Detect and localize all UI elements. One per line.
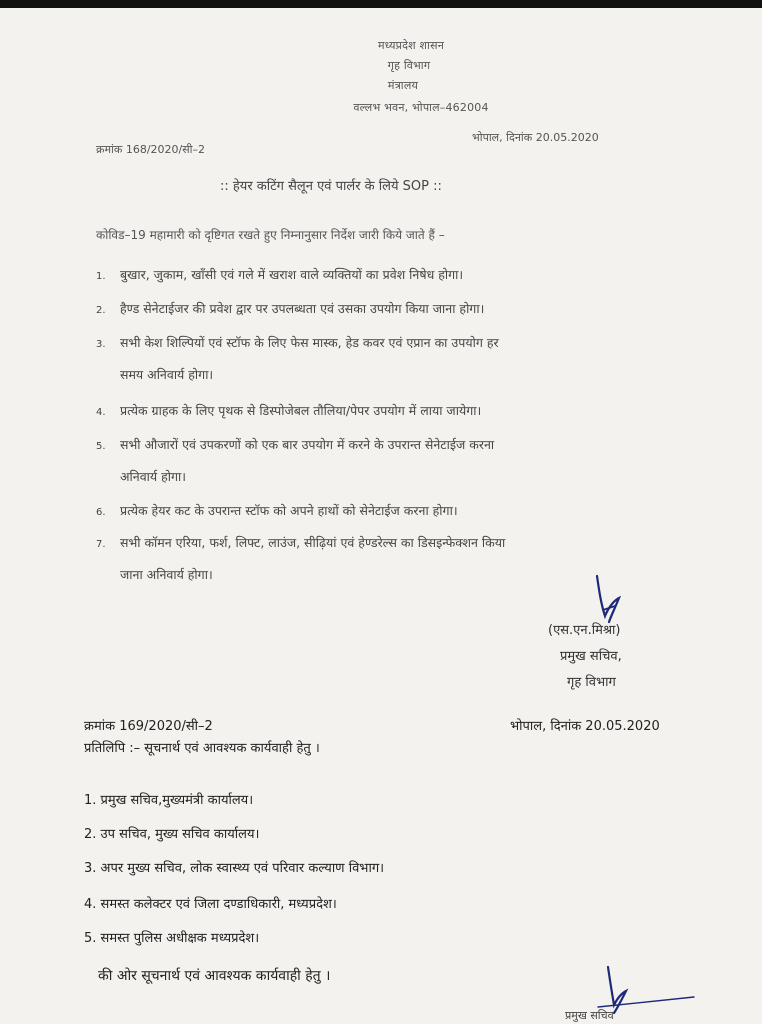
sop-item-continuation: अनिवार्य होगा।	[120, 469, 187, 484]
sop-item-text: प्रत्येक हेयर कट के उपरान्त स्टॉफ को अपने हाथों को सेनेटाईज करना होगा।	[120, 503, 458, 518]
sop-item-continuation: समय अनिवार्य होगा।	[120, 367, 214, 382]
sop-item-continuation: जाना अनिवार्य होगा।	[120, 567, 213, 582]
second-signatory-designation: प्रमुख सचिव	[565, 1009, 614, 1022]
header-government: मध्यप्रदेश शासन	[377, 39, 445, 52]
sop-item	[96, 428, 726, 463]
sop-item	[96, 326, 726, 361]
sop-item-number: 7.	[96, 539, 106, 550]
order-date: भोपाल, दिनांक 20.05.2020	[472, 131, 599, 144]
signatory-name: (एस.एन.मिश्रा)	[548, 623, 621, 638]
sop-item	[96, 258, 726, 293]
copy-reference-number: क्रमांक 169/2020/सी–2	[84, 719, 213, 734]
sop-item-number: 5.	[96, 441, 106, 452]
sop-item-text: हैण्ड सेनेटाईजर की प्रवेश द्वार पर उपलब्धता एवं उसका उपयोग किया जाना होगा।	[120, 301, 485, 316]
header-address: वल्लभ भवन, भोपाल–462004	[353, 101, 489, 114]
header-department: गृह विभाग	[387, 59, 431, 72]
sop-item-number: 2.	[96, 305, 106, 316]
copy-recipient: 2. उप सचिव, मुख्य सचिव कार्यालय।	[84, 827, 260, 842]
sop-item-number: 1.	[96, 271, 106, 282]
sop-item	[96, 494, 726, 529]
sop-item-text: प्रत्येक ग्राहक के लिए पृथक से डिस्पोजेबल तौलिया/पेपर उपयोग में लाया जायेगा।	[120, 403, 482, 418]
copy-recipient: 4. समस्त कलेक्टर एवं जिला दण्डाधिकारी, मध्यप्रदेश।	[84, 897, 337, 912]
sop-item	[96, 526, 726, 561]
copy-recipient: 1. प्रमुख सचिव,मुख्यमंत्री कार्यालय।	[84, 793, 254, 808]
order-reference-number: क्रमांक 168/2020/सी–2	[96, 143, 206, 156]
sop-item-text: सभी कॉमन एरिया, फर्श, लिफ्ट, लाउंज, सीढ़ियां एवं हेण्डरेल्स का डिसइन्फेक्शन किया	[120, 535, 506, 550]
sop-item-number: 4.	[96, 407, 106, 418]
sop-item	[96, 292, 726, 327]
signatory-designation: प्रमुख सचिव,	[560, 649, 622, 664]
sop-item-number: 6.	[96, 507, 106, 518]
order-title: :: हेयर कटिंग सैलून एवं पार्लर के लिये SOP ::	[220, 179, 442, 194]
copy-recipient: 5. समस्त पुलिस अधीक्षक मध्यप्रदेश।	[84, 931, 260, 946]
sop-item-text: बुखार, जुकाम, खाँसी एवं गले में खराश वाले व्यक्तियों का प्रवेश निषेध होगा।	[120, 267, 464, 282]
top-edge-bar	[0, 0, 762, 8]
copy-recipient: 3. अपर मुख्य सचिव, लोक स्वास्थ्य एवं परिवार कल्याण विभाग।	[84, 861, 385, 876]
copy-instruction: प्रतिलिपि :– सूचनार्थ एवं आवश्यक कार्यवाही हेतु ।	[84, 741, 320, 756]
order-intro: कोविड–19 महामारी को दृष्टिगत रखते हुए निम्नानुसार निर्देश जारी किये जाते हैं –	[96, 228, 445, 242]
signatory-department: गृह विभाग	[567, 675, 616, 690]
header-ministry: मंत्रालय	[387, 79, 419, 92]
sop-item-number: 3.	[96, 339, 106, 350]
sop-item-text: सभी केश शिल्पियों एवं स्टॉफ के लिए फेस मास्क, हेड कवर एवं एप्रान का उपयोग हर	[120, 335, 499, 350]
copy-date: भोपाल, दिनांक 20.05.2020	[510, 719, 660, 734]
copy-closing-line: की ओर सूचनार्थ एवं आवश्यक कार्यवाही हेतु ।	[98, 968, 331, 984]
government-order-document	[0, 8, 762, 1024]
sop-item-text: सभी औजारों एवं उपकरणों को एक बार उपयोग में करने के उपरान्त सेनेटाईज करना	[120, 437, 495, 452]
sop-item	[96, 394, 726, 429]
